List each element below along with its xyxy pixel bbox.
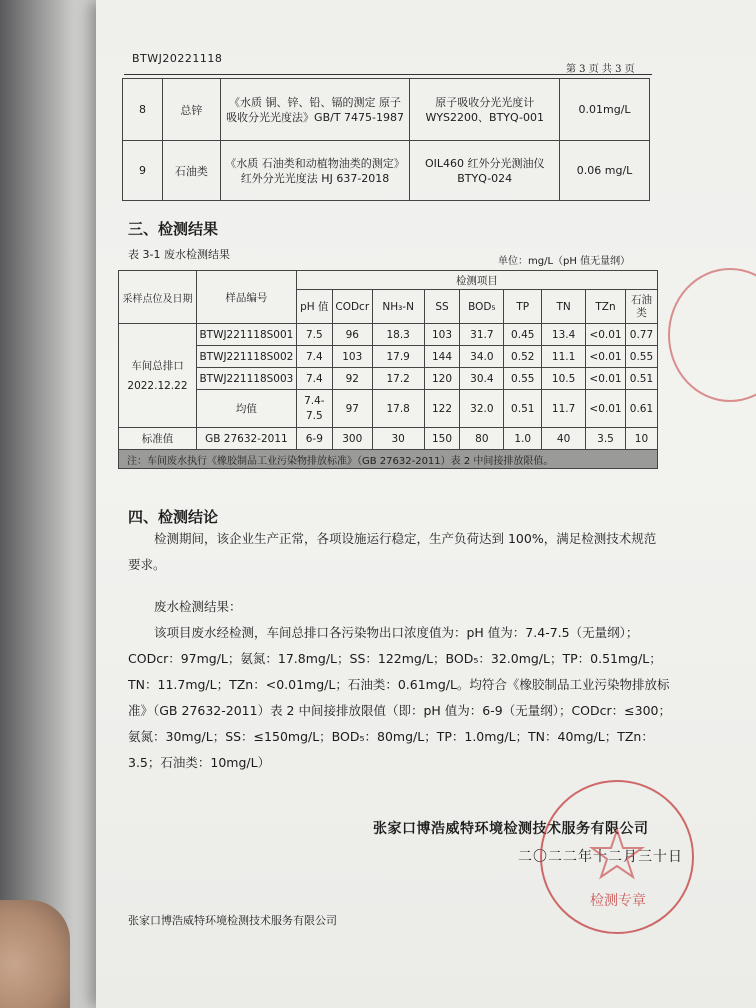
col-header-tn: TN [542,290,586,324]
table-row [119,324,658,346]
cell-value: 0.45 [504,324,542,346]
conclusion-paragraph-2: 废水检测结果： [154,599,242,614]
cell-value: <0.01 [586,390,626,428]
detection-limit: 0.01mg/L [560,79,650,141]
standard-label: 标准值 [119,428,197,450]
row-number: 8 [123,79,163,141]
standard-id: GB 27632-2011 [196,428,296,450]
table-row [123,141,650,201]
signature-company: 张家口博浩威特环境检测技术服务有限公司 [373,821,649,837]
cell-value: 11.1 [542,346,586,368]
sample-id: BTWJ221118S002 [196,346,296,368]
conclusion-paragraph-1: 检测期间，该企业生产正常，各项设施运行稳定，生产负荷达到 100%，满足检测技术规范要求。 [128,531,657,572]
cell-value: 10 [625,428,657,450]
cell-value: 7.4 [296,368,332,390]
cell-value: 13.4 [542,324,586,346]
conclusion-paragraph-3: 该项目废水经检测，车间总排口各污染物出口浓度值为：pH 值为：7.4-7.5（无量纲）；CODcr：97mg/L；氨氮：17.8mg/L；SS：122mg/L；BOD₅：32.0mg/L；TP：0.51mg/L；TN：11.7mg/L；TZn：<0.01mg/L；石油类：0.61mg/L。均符合《橡胶制品工业污染物排放标准》（GB 27632-2011）表 2 中间接排放限值（即：pH 值为：6-9（无量纲）；CODcr：≤300；氨氮：30mg/L；SS：≤150mg/L；BOD₅：80mg/L；TP：1.0mg/L；TN：40mg/L；TZn：3.5；石油类：10mg/L） [128,625,671,770]
cell-value: 0.77 [625,324,657,346]
detection-limit: 0.06 mg/L [560,141,650,201]
page-info: 第 3 页 共 3 页 [566,64,635,75]
cell-value: 96 [332,324,372,346]
cell-value: 17.8 [372,390,424,428]
cell-value: 30 [372,428,424,450]
col-header-codcr: CODcr [332,290,372,324]
col-header-tp: TP [504,290,542,324]
col-header-group: 检测项目 [296,271,657,290]
cell-value: <0.01 [586,324,626,346]
cell-value: 7.4-7.5 [296,390,332,428]
location-cell: 车间总排口 2022.12.22 [119,324,197,428]
cell-value: 150 [424,428,460,450]
cell-value: 11.7 [542,390,586,428]
item-name: 总锌 [162,79,220,141]
cell-value: 32.0 [460,390,504,428]
cell-value: 18.3 [372,324,424,346]
report-code: BTWJ20221118 [132,52,223,65]
footer-company: 张家口博浩威特环境检测技术服务有限公司 [128,914,337,927]
cell-value: 17.9 [372,346,424,368]
cell-value: 144 [424,346,460,368]
finger-overlay [0,900,70,1008]
cell-value: 10.5 [542,368,586,390]
col-header-ph: pH 值 [296,290,332,324]
cell-value: 0.55 [625,346,657,368]
table-row-standard [119,428,658,450]
sample-id: BTWJ221118S003 [196,368,296,390]
cell-value: 92 [332,368,372,390]
method-table [122,78,650,201]
signature-date: 二〇二二年十二月三十日 [518,849,683,865]
cell-value: 17.2 [372,368,424,390]
table-row-mean [119,390,658,428]
cell-value: 103 [332,346,372,368]
cell-value: 40 [542,428,586,450]
table-row [123,79,650,141]
cell-value: 7.5 [296,324,332,346]
cell-value: <0.01 [586,368,626,390]
cell-value: 80 [460,428,504,450]
cell-value: 97 [332,390,372,428]
table-row [119,346,658,368]
cell-value: 31.7 [460,324,504,346]
sample-id: BTWJ221118S001 [196,324,296,346]
cell-value: 122 [424,390,460,428]
cell-value: 1.0 [504,428,542,450]
method-text: 《水质 铜、锌、铅、镉的测定 原子吸收分光光度法》GB/T 7475-1987 [220,79,410,141]
cell-value: 300 [332,428,372,450]
cell-value: 0.61 [625,390,657,428]
cell-value: 0.55 [504,368,542,390]
wastewater-results-table [118,270,658,469]
cell-value: 0.51 [504,390,542,428]
cell-value: 120 [424,368,460,390]
table-note-row [119,450,658,469]
cell-value: 103 [424,324,460,346]
row-number: 9 [123,141,163,201]
table-caption: 表 3-1 废水检测结果 [128,248,230,261]
cell-value: 3.5 [586,428,626,450]
method-text: 《水质 石油类和动植物油类的测定》红外分光光度法 HJ 637-2018 [220,141,410,201]
cell-value: 0.52 [504,346,542,368]
header-rule [124,74,652,75]
col-header-sample: 样品编号 [196,271,296,324]
section3-title: 三、检测结果 [128,220,219,238]
section4-title: 四、检测结论 [128,508,219,526]
col-header-nh3n: NH₃-N [372,290,424,324]
cell-value: 7.4 [296,346,332,368]
col-header-oil: 石油类 [625,290,657,324]
col-header-bod5: BOD₅ [460,290,504,324]
instrument-text: OIL460 红外分光测油仪 BTYQ-024 [410,141,560,201]
cell-value: 30.4 [460,368,504,390]
col-header-location: 采样点位及日期 [119,271,197,324]
table-note: 注：车间废水执行《橡胶制品工业污染物排放标准》（GB 27632-2011）表 2 中间接排放限值。 [119,450,658,469]
seal-text: 检测专章 [590,893,646,909]
table-row [119,368,658,390]
item-name: 石油类 [162,141,220,201]
header-row [119,271,658,290]
cell-value: <0.01 [586,346,626,368]
table-unit: 单位：mg/L（pH 值无量纲） [498,256,631,267]
cell-value: 0.51 [625,368,657,390]
cell-value: 34.0 [460,346,504,368]
col-header-ss: SS [424,290,460,324]
cell-value: 6-9 [296,428,332,450]
mean-label: 均值 [196,390,296,428]
col-header-tzn: TZn [586,290,626,324]
official-seal [540,780,694,934]
instrument-text: 原子吸收分光光度计 WYS2200、BTYQ-001 [410,79,560,141]
